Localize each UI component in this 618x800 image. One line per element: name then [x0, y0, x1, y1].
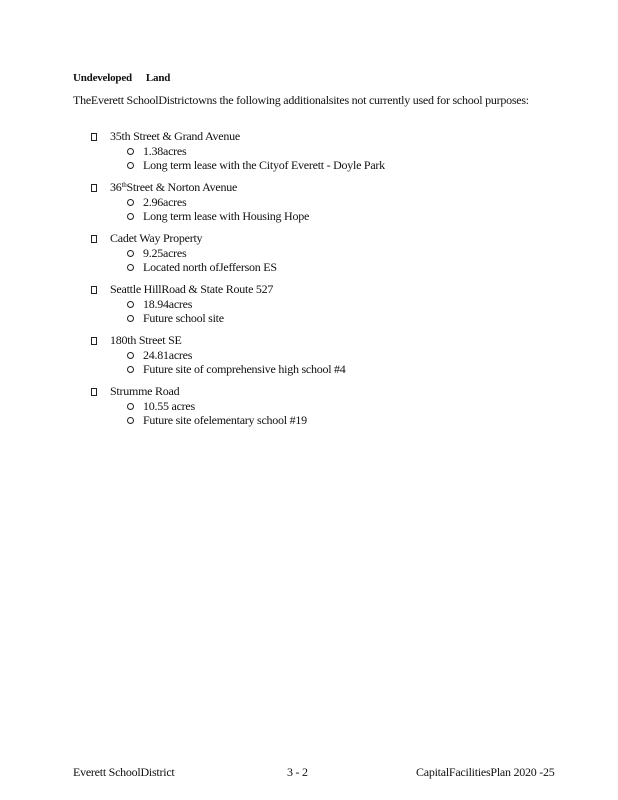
detail-item	[127, 261, 385, 276]
site-item	[91, 282, 385, 326]
detail-item	[127, 159, 385, 174]
detail-acreage: 10.55 acres	[143, 398, 195, 413]
detail-acreage: 2.96acres	[143, 194, 187, 209]
detail-item	[127, 348, 385, 363]
detail-item	[127, 195, 385, 210]
sites-list	[91, 129, 385, 435]
detail-item	[127, 144, 385, 159]
circle-bullet-icon	[127, 403, 134, 410]
detail-item	[127, 399, 385, 414]
footer-plan-title: CapitalFacilitiesPlan 2020 -25	[416, 765, 555, 779]
site-name-superscript: th	[121, 181, 127, 189]
footer-district-name: Everett SchoolDistrict	[73, 765, 175, 779]
detail-acreage: 9.25acres	[143, 245, 187, 260]
circle-bullet-icon	[127, 315, 134, 322]
site-name: 35th Street & Grand Avenue	[110, 129, 240, 143]
site-item	[91, 384, 385, 428]
detail-description: Future site of comprehensive high school #4	[143, 362, 346, 377]
detail-item	[127, 414, 385, 429]
section-heading	[73, 72, 170, 84]
detail-description: Future school site	[143, 311, 224, 326]
site-name	[110, 180, 237, 195]
circle-bullet-icon	[127, 162, 134, 169]
heading-word-land: Land	[145, 72, 171, 84]
site-details	[91, 348, 385, 377]
square-bullet-icon	[91, 133, 97, 141]
detail-acreage: 24.81acres	[143, 347, 193, 362]
square-bullet-icon	[91, 337, 97, 345]
detail-description: Long term lease with Housing Hope	[143, 209, 310, 224]
detail-item	[127, 363, 385, 378]
site-details	[91, 195, 385, 224]
site-name-rest: Street & Norton Avenue	[126, 180, 238, 194]
site-name: Seattle HillRoad & State Route 527	[110, 282, 274, 296]
circle-bullet-icon	[127, 366, 134, 373]
site-item	[91, 180, 385, 224]
circle-bullet-icon	[127, 148, 134, 155]
site-name: 180th Street SE	[110, 333, 182, 347]
square-bullet-icon	[91, 235, 97, 243]
heading-word-undeveloped: Undeveloped	[73, 72, 132, 84]
detail-item	[127, 297, 385, 312]
site-details	[91, 399, 385, 428]
site-item	[91, 333, 385, 377]
site-name-number: 36	[110, 180, 122, 194]
site-name: Cadet Way Property	[110, 231, 203, 245]
square-bullet-icon	[91, 286, 97, 294]
circle-bullet-icon	[127, 264, 134, 271]
circle-bullet-icon	[127, 417, 134, 424]
site-item	[91, 231, 385, 275]
circle-bullet-icon	[127, 250, 134, 257]
detail-acreage: 18.94acres	[143, 296, 193, 311]
circle-bullet-icon	[127, 199, 134, 206]
detail-description: Located north ofJefferson ES	[143, 260, 277, 275]
circle-bullet-icon	[127, 352, 134, 359]
intro-paragraph: TheEverett SchoolDistrictowns the following additionalsites not currently used for school purposes:	[73, 93, 529, 107]
site-details	[91, 297, 385, 326]
detail-acreage: 1.38acres	[143, 143, 187, 158]
site-item	[91, 129, 385, 173]
site-details	[91, 144, 385, 173]
site-name: Strumme Road	[110, 384, 180, 398]
detail-item	[127, 246, 385, 261]
site-details	[91, 246, 385, 275]
detail-description: Future site ofelementary school #19	[143, 413, 307, 428]
footer-page-number: 3 - 2	[287, 765, 308, 779]
square-bullet-icon	[91, 388, 97, 396]
circle-bullet-icon	[127, 301, 134, 308]
detail-item	[127, 210, 385, 225]
detail-description: Long term lease with the Cityof Everett - Doyle Park	[143, 158, 385, 173]
square-bullet-icon	[91, 184, 97, 192]
circle-bullet-icon	[127, 213, 134, 220]
detail-item	[127, 312, 385, 327]
